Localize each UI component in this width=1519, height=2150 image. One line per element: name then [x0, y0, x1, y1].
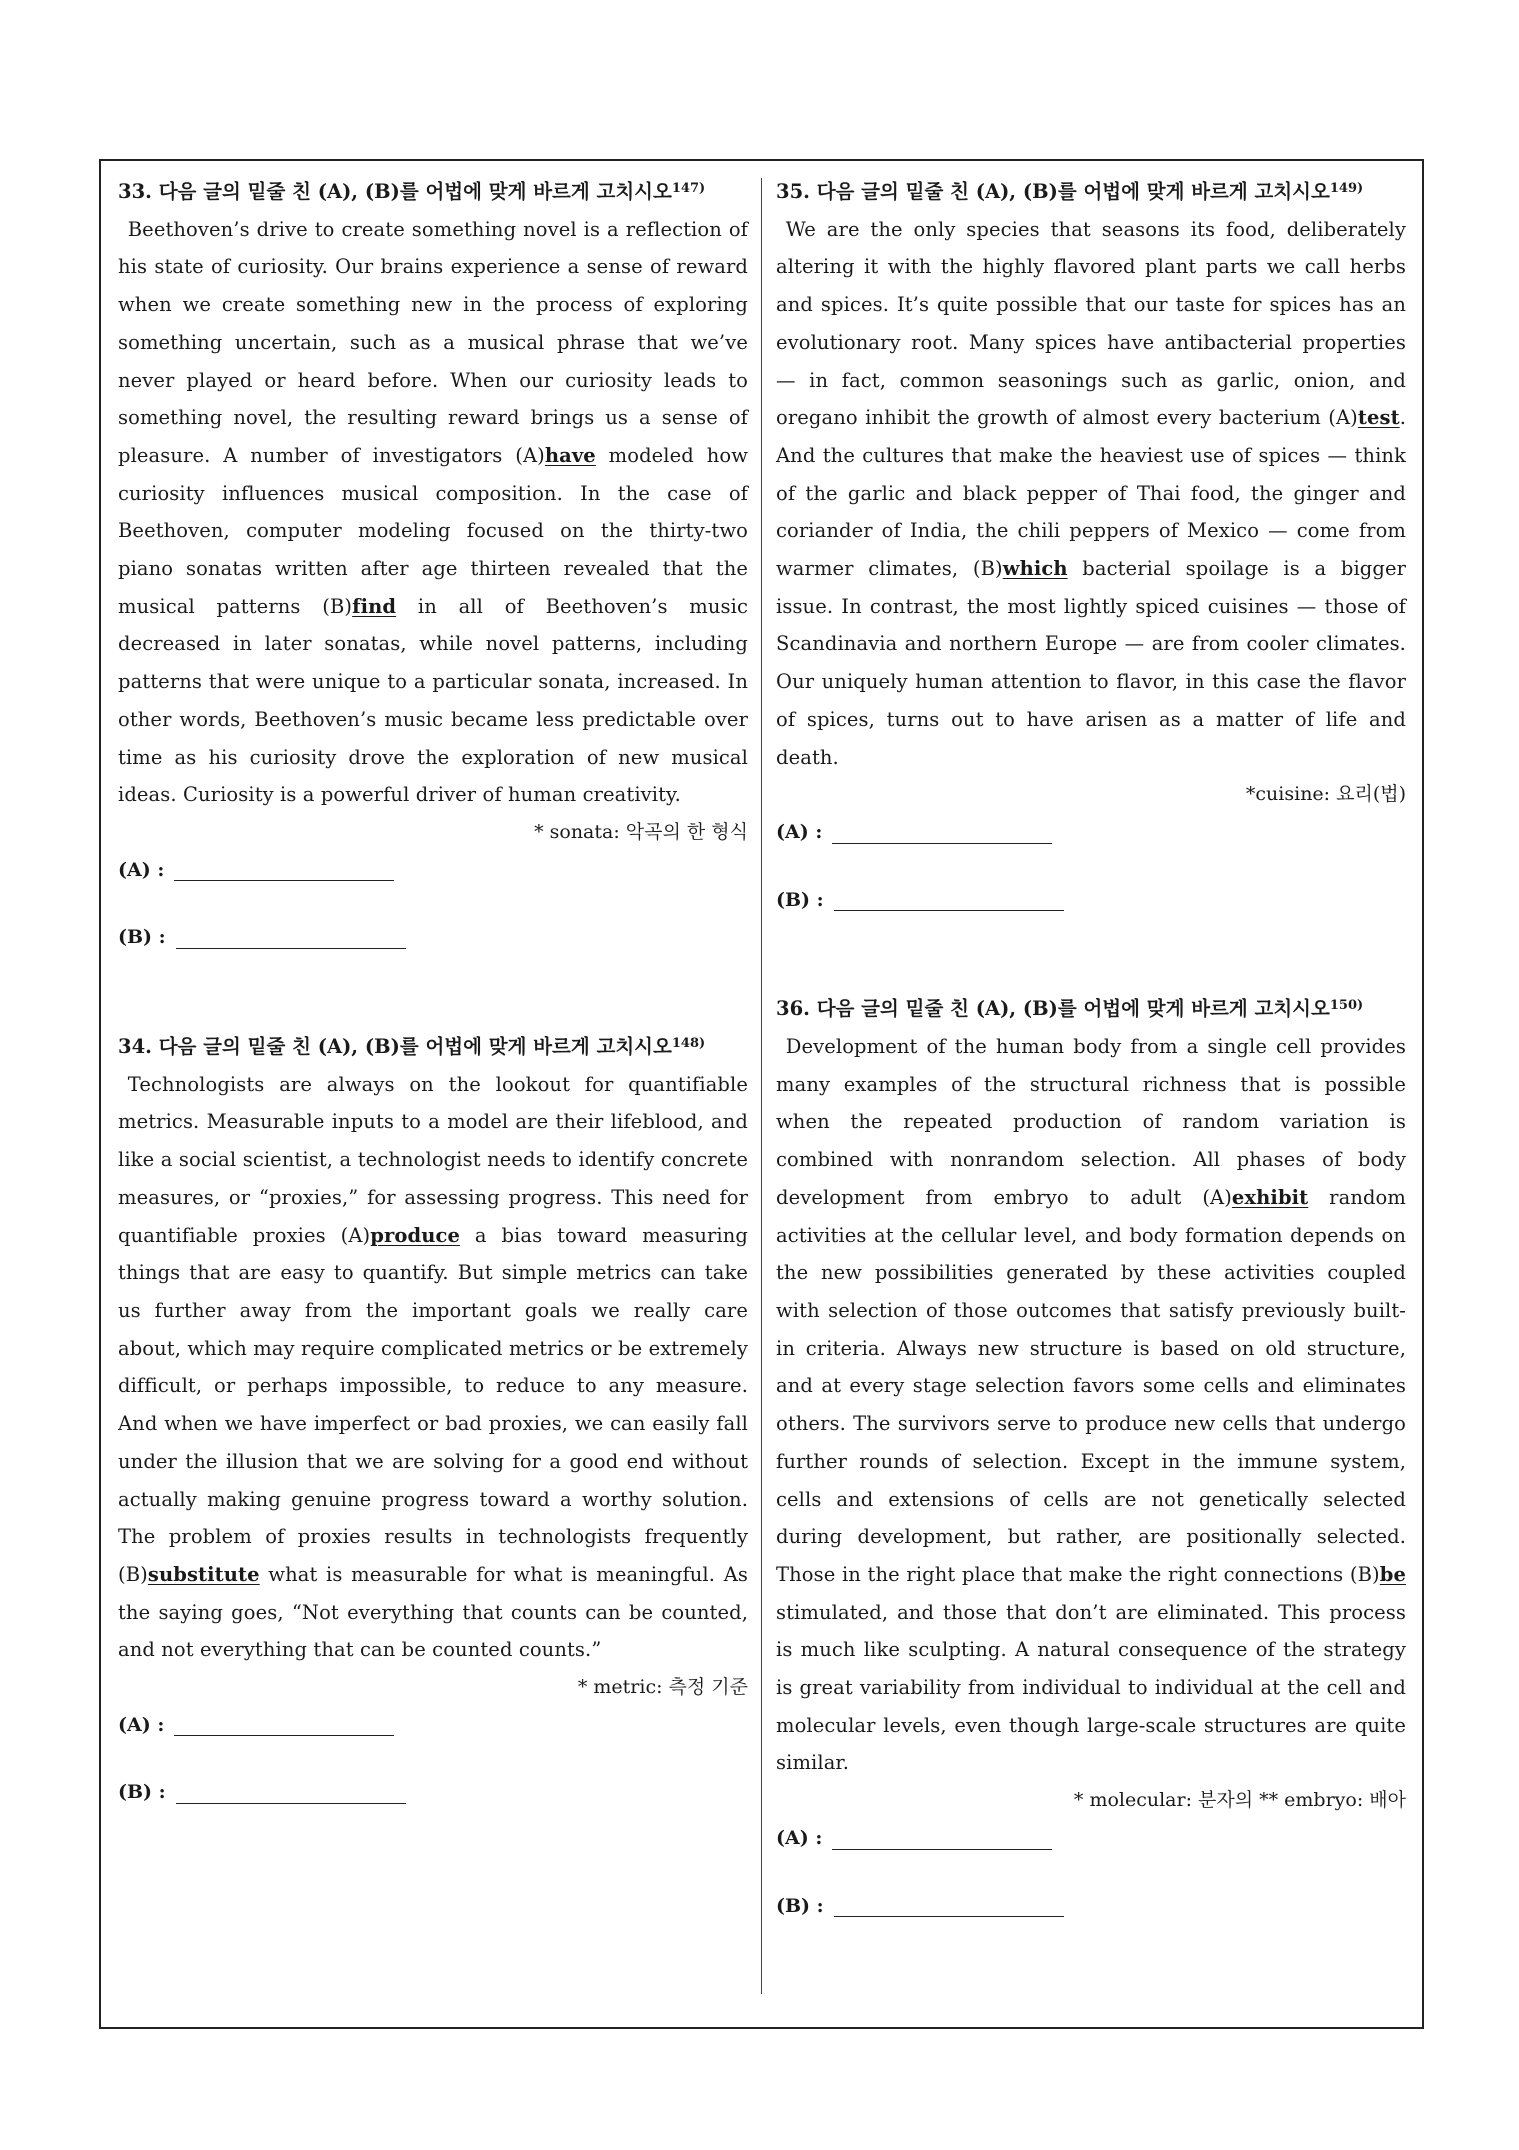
- question-35: [776, 170, 1406, 919]
- answer-a-blank[interactable]: [832, 821, 1052, 844]
- answer-a-blank[interactable]: [174, 858, 394, 881]
- question-passage: Development of the human body from a single cell provides many examples of the structural richness that is possible when the repeated production of random variation is combined with nonrandom selection. All phases of body development from embryo to adult (A)exhibit random activities at the cellular level, and body formation depends on the new possibilities generated by these activities coupled with selection of those outcomes that satisfy previously built-in criteria. Always new structure is based on old structure, and at every stage selection favors some cells and eliminates others. The survivors serve to produce new cells that undergo further rounds of selection. Except in the immune system, cells and extensions of cells are not genetically selected during development, but rather, are positionally selected. Those in the right place that make the right connections (B)be stimulated, and those that don’t are eliminated. This process is much like sculpting. A natural consequence of the strategy is great variability from individual to individual at the cell and molecular levels, even though large-scale structures are quite similar.: [776, 1035, 1406, 1775]
- vocab-note: * metric: 측정 기준: [577, 1676, 748, 1699]
- underlined-word-a: have: [544, 443, 596, 467]
- question-heading: 33. 다음 글의 밑줄 친 (A), (B)를 어법에 맞게 바르게 고치시오$^{147)}$: [118, 180, 706, 203]
- answer-a: (A) :: [776, 1820, 1406, 1858]
- column-divider: [761, 178, 762, 1994]
- answer-b: (B) :: [118, 1774, 748, 1812]
- right-column: [776, 170, 1406, 1925]
- footnote-ref: 148): [671, 1036, 706, 1052]
- footnote-ref: 149): [1329, 181, 1364, 196]
- question-heading: 34. 다음 글의 밑줄 친 (A), (B)를 어법에 맞게 바르게 고치시오$^{148)}$: [118, 1035, 706, 1059]
- underlined-word-a: produce: [370, 1223, 460, 1247]
- question-passage: Technologists are always on the lookout for quantifiable metrics. Measurable inputs to a model are their lifeblood, and like a social scientist, a technologist needs to identify concrete measures, or “proxies,” for assessing progress. This need for quantifiable proxies (A)produce a bias toward measuring things that are easy to quantify. But simple metrics can take us further away from the important goals we really care about, which may require complicated metrics or be extremely difficult, or perhaps impossible, to reduce to any measure. And when we have imperfect or bad proxies, we can easily fall under the illusion that we are solving for a good end without actually making genuine progress toward a worthy solution. The problem of proxies results in technologists frequently (B)substitute what is measurable for what is meaningful. As the saying goes, “Not everything that counts can be counted, and not everything that can be counted counts.”: [118, 1072, 748, 1662]
- answer-b: (B) :: [118, 919, 748, 957]
- answer-b-blank[interactable]: [176, 1781, 406, 1804]
- underlined-word-b: find: [352, 594, 397, 618]
- question-33: [118, 170, 748, 957]
- vocab-note: * molecular: 분자의 ** embryo: 배아: [1073, 1789, 1406, 1812]
- answer-a: (A) :: [118, 1707, 748, 1745]
- left-column: [118, 170, 748, 1812]
- underlined-word-a: exhibit: [1231, 1185, 1309, 1209]
- answer-b: (B) :: [776, 1888, 1406, 1926]
- underlined-word-a: test: [1357, 406, 1400, 430]
- answer-a-blank[interactable]: [174, 1713, 394, 1736]
- answer-b-blank[interactable]: [834, 888, 1064, 911]
- footnote-ref: 150): [1329, 998, 1364, 1014]
- vocab-note: * sonata: 악곡의 한 형식: [534, 820, 748, 843]
- question-heading: 36. 다음 글의 밑줄 친 (A), (B)를 어법에 맞게 바르게 고치시오$^{150)}$: [776, 997, 1364, 1021]
- answer-a: (A) :: [776, 814, 1406, 852]
- answer-b-blank[interactable]: [176, 926, 406, 949]
- answer-a-blank[interactable]: [832, 1827, 1052, 1850]
- underlined-word-b: substitute: [147, 1562, 260, 1586]
- answer-a: (A) :: [118, 852, 748, 890]
- underlined-word-b: be: [1379, 1562, 1406, 1586]
- answer-b-blank[interactable]: [834, 1894, 1064, 1917]
- question-passage: Beethoven’s drive to create something novel is a reflection of his state of curiosity. Our brains experience a sense of reward when we create something new in the process of exploring something uncertain, such as a musical phrase that we’ve never played or heard before. When our curiosity leads to something novel, the resulting reward brings us a sense of pleasure. A number of investigators (A)have modeled how curiosity influences musical composition. In the case of Beethoven, computer modeling focused on the thirty-two piano sonatas written after age thirteen revealed that the musical patterns (B)find in all of Beethoven’s music decreased in later sonatas, while novel patterns, including patterns that were unique to a particular sonata, increased. In other words, Beethoven’s music became less predictable over time as his curiosity drove the exploration of new musical ideas. Curiosity is a powerful driver of human creativity.: [118, 217, 748, 807]
- footnote-ref: 147): [671, 181, 706, 196]
- vocab-note: *cuisine: 요리(법): [1245, 783, 1406, 806]
- question-passage: We are the only species that seasons its food, deliberately altering it with the highly flavored plant parts we call herbs and spices. It’s quite possible that our taste for spices has an evolutionary root. Many spices have antibacterial properties — in fact, common seasonings such as garlic, onion, and oregano inhibit the growth of almost every bacterium (A)test. And the cultures that make the heaviest use of spices — think of the garlic and black pepper of Thai food, the ginger and coriander of India, the chili peppers of Mexico — come from warmer climates, (B)which bacterial spoilage is a bigger issue. In contrast, the most lightly spiced cuisines — those of Scandinavia and northern Europe — are from cooler climates. Our uniquely human attention to flavor, in this case the flavor of spices, turns out to have arisen as a matter of life and death.: [776, 217, 1407, 769]
- question-36: [776, 987, 1406, 1925]
- question-34: [118, 1025, 748, 1812]
- question-heading: 35. 다음 글의 밑줄 친 (A), (B)를 어법에 맞게 바르게 고치시오$^{149)}$: [776, 180, 1364, 203]
- answer-b: (B) :: [776, 882, 1406, 920]
- underlined-word-b: which: [1002, 557, 1068, 581]
